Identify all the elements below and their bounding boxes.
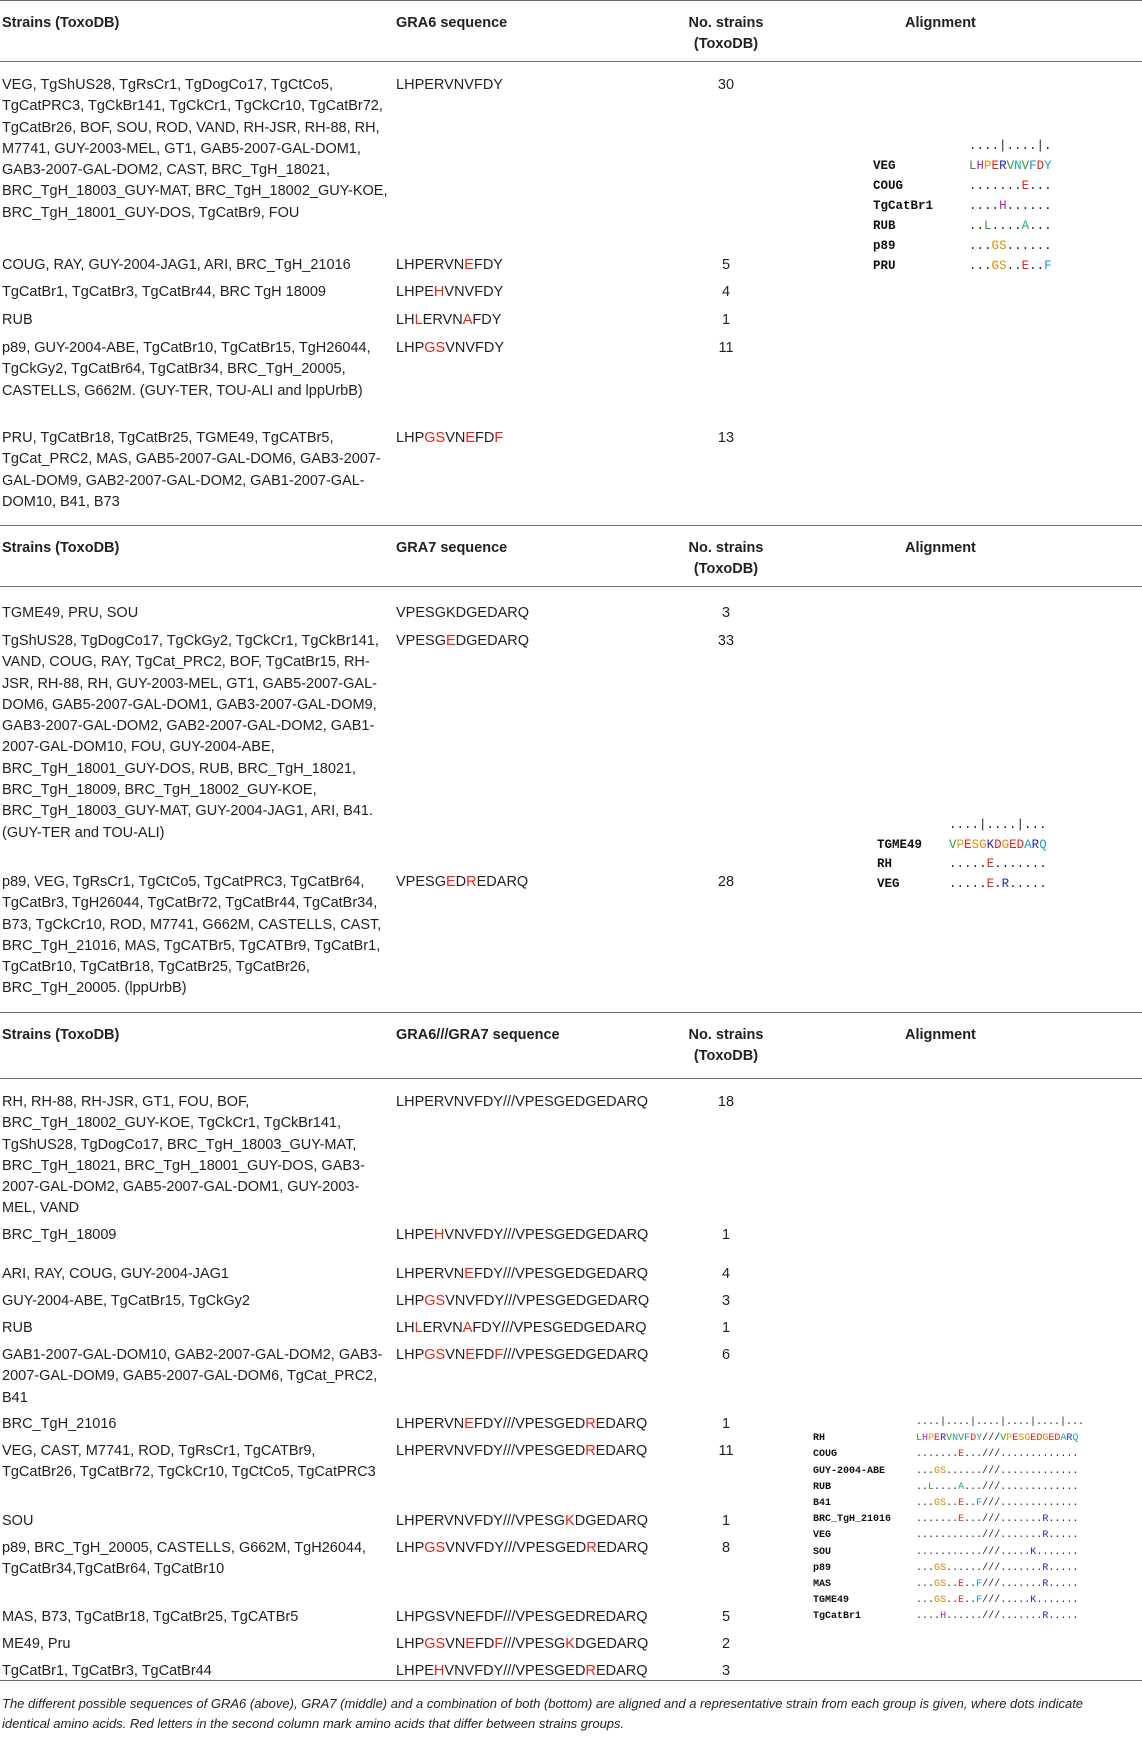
alignment-row bbox=[873, 196, 1052, 216]
alignment-row bbox=[873, 176, 1052, 196]
strain-list: TgCatBr1, TgCatBr3, TgCatBr44, BRC TgH 18009 bbox=[2, 284, 326, 300]
alignment-sequence: .......E... bbox=[969, 179, 1052, 193]
sequence-cell: LHPEHVNVFDY///VPESGEDGEDARQ bbox=[396, 1227, 649, 1243]
strain-list: COUG, RAY, GUY-2004-JAG1, ARI, BRC_TgH_21016 bbox=[2, 257, 351, 273]
strain-list: p89, VEG, TgRsCr1, TgCtCo5, TgCatPRC3, TgCatBr64, TgCatBr3, TgH26044, TgCatBr72, TgCatBr44, TgCatBr34, B73, TgCkCr10, ROD, M7741, G662M, CASTELLS, CAST, BRC_TgH_21016, MAS, TgCATBr5, TgCATBr9, TgCatBr1, TgCatBr10, TgCatBr18, TgCatBr25, TgCatBr26, BRC_TgH_20005. (lppUrbB) bbox=[2, 874, 382, 997]
header-count: No. strains (ToxoDB) bbox=[688, 15, 764, 52]
strain-list: PRU, TgCatBr18, TgCatBr25, TGME49, TgCATBr5, TgCat_PRC2, MAS, GAB5-2007-GAL-DOM6, GAB3-2007-GAL-DOM9, GAB2-2007-GAL-DOM2, GAB1-2007-GAL-DOM10, B41, B73 bbox=[2, 430, 381, 510]
strain-count: 3 bbox=[721, 1663, 731, 1679]
strain-count: 6 bbox=[721, 1347, 731, 1363]
sequence-cell: LHPERVNVFDY bbox=[396, 77, 503, 93]
sequence-cell: VPESGEDREDARQ bbox=[396, 874, 529, 890]
strain-list: VEG, TgShUS28, TgRsCr1, TgDogCo17, TgCtCo5, TgCatPRC3, TgCkBr141, TgCkCr1, TgCkCr10, TgCatBr72, TgCatBr26, BOF, SOU, ROD, VAND, RH-JSR, RH-88, RH, M7741, GUY-2003-MEL, GT1, GAB5-2007-GAL-DOM1, GAB3-2007-GAL-DOM2, CAST, BRC_TgH_18021, BRC_TgH_18003_GUY-MAT, BRC_TgH_18002_GUY-KOE, BRC_TgH_18001_GUY-DOS, TgCatBr9, FOU bbox=[2, 77, 388, 221]
sequence-cell: LHPGSVNEFDF///VPESGEDGEDARQ bbox=[396, 1347, 649, 1363]
sequence-cell: LHPERVNEFDY///VPESGEDREDARQ bbox=[396, 1416, 648, 1432]
alignment-strain-name: B41 bbox=[813, 1498, 832, 1510]
alignment-strain-name: GUY-2004-ABE bbox=[813, 1465, 886, 1477]
alignment-sequence: ...........///.......R..... bbox=[916, 1530, 1079, 1542]
sequence-cell: LHPGSVNVFDY///VPESGEDGEDARQ bbox=[396, 1293, 650, 1309]
alignment-strain-name: p89 bbox=[813, 1562, 832, 1574]
alignment-row bbox=[873, 216, 1052, 236]
alignment-strain-name: PRU bbox=[873, 259, 896, 273]
alignment-sequence: .....E....... bbox=[949, 857, 1047, 871]
header-count: No. strains (ToxoDB) bbox=[688, 540, 764, 577]
alignment-strain-name: MAS bbox=[813, 1579, 832, 1591]
strain-list: TgCatBr1, TgCatBr3, TgCatBr44 bbox=[2, 1663, 212, 1679]
sequence-cell: LHPGSVNVFDY///VPESGEDREDARQ bbox=[396, 1540, 649, 1556]
alignment-strain-name: RH bbox=[813, 1433, 826, 1445]
alignment-strain-name: TGME49 bbox=[877, 837, 923, 852]
alignment-row bbox=[813, 1528, 1084, 1544]
alignment-strain-name: RUB bbox=[873, 219, 896, 233]
sequence-cell: VPESGKDGEDARQ bbox=[396, 605, 529, 621]
strain-list: TGME49, PRU, SOU bbox=[2, 605, 139, 621]
alignment-sequence: ...GS...... bbox=[969, 239, 1052, 253]
strain-list: p89, GUY-2004-ABE, TgCatBr10, TgCatBr15, TgH26044, TgCkGy2, TgCatBr64, TgCatBr34, BRC_TgH_20005, CASTELLS, G662M. (GUY-TER, TOU-ALI and lppUrbB) bbox=[2, 340, 371, 399]
alignment-sequence: LHPERVNVFDY///VPESGEDGEDARQ bbox=[916, 1433, 1079, 1445]
alignment-row bbox=[877, 855, 1047, 875]
alignment-row bbox=[813, 1464, 1084, 1480]
alignment-sequence: LHPERVNVFDY bbox=[969, 159, 1052, 173]
alignment-sequence: ...GS......///.......R..... bbox=[916, 1562, 1079, 1574]
sequence-cell: LHPERVNEFDY///VPESGEDGEDARQ bbox=[396, 1266, 649, 1282]
alignment-sequence: ...GS..E..F///............. bbox=[916, 1498, 1079, 1510]
strain-count: 11 bbox=[718, 340, 734, 356]
alignment-strain-name: RUB bbox=[813, 1481, 832, 1493]
strain-count: 1 bbox=[721, 1416, 731, 1432]
combo-header-row bbox=[0, 1012, 1142, 1079]
strain-list: SOU bbox=[2, 1513, 34, 1529]
alignment-row bbox=[877, 836, 1047, 856]
alignment-sequence: ....H...... bbox=[969, 199, 1052, 213]
strain-list: TgShUS28, TgDogCo17, TgCkGy2, TgCkCr1, TgCkBr141, VAND, COUG, RAY, TgCat_PRC2, BOF, TgCatBr15, RH-JSR, RH-88, RH, GUY-2003-MEL, GT1, GAB5-2007-GAL-DOM6, GAB5-2007-GAL-DOM1, GAB3-2007-GAL-DOM9, GAB3-2007-GAL-DOM2, GAB2-2007-GAL-DOM2, GAB1-2007-GAL-DOM10, FOU, GUY-2004-ABE, BRC_TgH_18001_GUY-DOS, RUB, BRC_TgH_18021, BRC_TgH_18009, BRC_TgH_18002_GUY-KOE, BRC_TgH_18003_GUY-MAT, GUY-2004-JAG1, ARI, B41. (GUY-TER and TOU-ALI) bbox=[2, 633, 379, 841]
sequence-cell: LHPGSVNEFDF bbox=[396, 430, 504, 446]
strain-list: GAB1-2007-GAL-DOM10, GAB2-2007-GAL-DOM2, GAB3-2007-GAL-DOM9, GAB5-2007-GAL-DOM6, TgCat_PRC2, B41 bbox=[2, 1347, 383, 1406]
alignment-strain-name: BRC_TgH_21016 bbox=[813, 1514, 892, 1526]
alignment-strain-name: RH bbox=[877, 857, 893, 871]
strain-list: RUB bbox=[2, 1320, 33, 1336]
strain-list: VEG, CAST, M7741, ROD, TgRsCr1, TgCATBr9, TgCatBr26, TgCatBr72, TgCkCr10, TgCtCo5, TgCatPRC3 bbox=[2, 1443, 376, 1481]
alignment-strain-name: COUG bbox=[873, 179, 904, 193]
alignment-row bbox=[813, 1609, 1084, 1625]
alignment-row bbox=[873, 236, 1052, 256]
alignment-row bbox=[873, 256, 1052, 276]
alignment-row bbox=[813, 1447, 1084, 1463]
sequence-cell: LHPERVNVFDY///VPESGEDGEDARQ bbox=[396, 1094, 649, 1110]
sequence-cell: LHLERVNAFDY///VPESGEDGEDARQ bbox=[396, 1320, 647, 1336]
alignment-strain-name: TgCatBr1 bbox=[873, 199, 934, 213]
alignment-strain-name: VEG bbox=[813, 1530, 832, 1542]
strain-count: 28 bbox=[717, 874, 735, 890]
strain-count: 2 bbox=[721, 1636, 731, 1652]
combo-alignment-panel bbox=[813, 1415, 1084, 1626]
header-count: No. strains (ToxoDB) bbox=[688, 1027, 764, 1064]
alignment-sequence: ...GS..E..F///.....K....... bbox=[916, 1595, 1079, 1607]
alignment-sequence: ..L....A...///............. bbox=[916, 1481, 1079, 1493]
header-sequence: GRA6///GRA7 sequence bbox=[396, 1027, 560, 1043]
table-footnote: The different possible sequences of GRA6 (above), GRA7 (middle) and a combination of both (bottom) are aligned and a representative strain from each group is given, where dots indicate identical amino acids. Red letters in the second column mark amino acids that differ between strains groups. bbox=[2, 1696, 1084, 1731]
strain-count: 5 bbox=[721, 257, 731, 273]
gra7-alignment-panel bbox=[877, 816, 1047, 894]
alignment-strain-name: SOU bbox=[813, 1546, 832, 1558]
sequence-cell: LHPGSVNEFDF///VPESGKDGEDARQ bbox=[396, 1636, 649, 1652]
alignment-sequence: ...........///.....K....... bbox=[916, 1546, 1079, 1558]
alignment-ruler: ....|....|....|....|....|... bbox=[916, 1417, 1085, 1428]
sequence-cell: LHPERVNVFDY///VPESGEDREDARQ bbox=[396, 1443, 648, 1459]
alignment-strain-name: COUG bbox=[813, 1449, 838, 1461]
sequence-cell: LHPEHVNVFDY///VPESGEDREDARQ bbox=[396, 1663, 648, 1679]
alignment-row bbox=[813, 1496, 1084, 1512]
alignment-row bbox=[813, 1593, 1084, 1609]
alignment-row bbox=[813, 1561, 1084, 1577]
header-sequence: GRA7 sequence bbox=[396, 540, 508, 556]
strain-count: 1 bbox=[721, 1227, 731, 1243]
alignment-sequence: ...GS..E..F bbox=[969, 259, 1052, 273]
strain-list: BRC_TgH_21016 bbox=[2, 1416, 117, 1432]
alignment-row bbox=[813, 1545, 1084, 1561]
sequence-cell: LHPERVNVFDY///VPESGKDGEDARQ bbox=[396, 1513, 649, 1529]
sequence-cell: LHPERVNEFDY bbox=[396, 257, 503, 273]
header-strains: Strains (ToxoDB) bbox=[2, 15, 120, 31]
sequence-cell: LHLERVNAFDY bbox=[396, 312, 502, 328]
strain-list: MAS, B73, TgCatBr18, TgCatBr25, TgCATBr5 bbox=[2, 1609, 299, 1625]
alignment-strain-name: VEG bbox=[877, 876, 900, 891]
strain-count: 4 bbox=[721, 1266, 731, 1282]
strain-list: RH, RH-88, RH-JSR, GT1, FOU, BOF, BRC_TgH_18002_GUY-KOE, TgCkCr1, TgCkBr141, TgShUS28, TgDogCo17, BRC_TgH_18003_GUY-MAT, BRC_TgH_18021, BRC_TgH_18001_GUY-DOS, GAB3-2007-GAL-DOM2, GAB5-2007-GAL-DOM1, GUY-2003-MEL, VAND bbox=[2, 1094, 365, 1217]
gra6-alignment-panel bbox=[873, 136, 1052, 276]
alignment-strain-name: p89 bbox=[873, 239, 896, 253]
alignment-strain-name: TGME49 bbox=[813, 1595, 850, 1607]
alignment-row bbox=[873, 156, 1052, 176]
strain-count: 4 bbox=[721, 284, 731, 300]
strain-list: GUY-2004-ABE, TgCatBr15, TgCkGy2 bbox=[2, 1293, 250, 1309]
strain-count: 13 bbox=[717, 430, 735, 446]
gra7-header-row bbox=[0, 525, 1142, 587]
strain-count: 1 bbox=[721, 312, 731, 328]
alignment-ruler: ....|....|... bbox=[949, 818, 1047, 832]
header-alignment: Alignment bbox=[905, 540, 976, 556]
strain-list: ME49, Pru bbox=[2, 1636, 71, 1652]
alignment-strain-name: TgCatBr1 bbox=[813, 1611, 862, 1623]
alignment-sequence: ....H......///.......R..... bbox=[916, 1611, 1079, 1623]
strain-count: 33 bbox=[717, 633, 735, 649]
alignment-sequence: ..L....A... bbox=[969, 219, 1052, 233]
strain-count: 5 bbox=[721, 1609, 731, 1625]
table-bottom-rule bbox=[0, 1680, 1142, 1681]
strain-count: 3 bbox=[721, 1293, 731, 1309]
strain-list: RUB bbox=[2, 312, 33, 328]
strain-count: 3 bbox=[721, 605, 731, 621]
sequence-cell: LHPGSVNVFDY bbox=[396, 340, 505, 356]
alignment-row bbox=[813, 1577, 1084, 1593]
sequence-cell: LHPEHVNVFDY bbox=[396, 284, 504, 300]
strain-count: 11 bbox=[718, 1443, 734, 1459]
gra6-header-row bbox=[0, 0, 1142, 62]
header-alignment: Alignment bbox=[905, 15, 976, 31]
strain-count: 1 bbox=[721, 1320, 731, 1336]
alignment-sequence: VPESGKDGEDARQ bbox=[949, 837, 1047, 852]
alignment-sequence: ...GS..E..F///.......R..... bbox=[916, 1579, 1079, 1591]
alignment-row bbox=[813, 1480, 1084, 1496]
alignment-sequence: .....E.R..... bbox=[949, 876, 1047, 891]
alignment-sequence: ...GS......///............. bbox=[916, 1465, 1079, 1477]
strain-list: BRC_TgH_18009 bbox=[2, 1227, 117, 1243]
strain-count: 18 bbox=[717, 1094, 735, 1110]
sequence-cell: LHPGSVNEFDF///VPESGEDREDARQ bbox=[396, 1609, 648, 1625]
strain-list: ARI, RAY, COUG, GUY-2004-JAG1 bbox=[2, 1266, 229, 1282]
header-strains: Strains (ToxoDB) bbox=[2, 540, 120, 556]
alignment-sequence: .......E...///............. bbox=[916, 1449, 1079, 1461]
alignment-ruler: ....|....|. bbox=[969, 139, 1052, 153]
strain-count: 30 bbox=[717, 77, 735, 93]
header-sequence: GRA6 sequence bbox=[396, 15, 508, 31]
alignment-strain-name: VEG bbox=[873, 159, 896, 173]
header-strains: Strains (ToxoDB) bbox=[2, 1027, 120, 1043]
alignment-row bbox=[877, 875, 1047, 895]
sequence-cell: VPESGEDGEDARQ bbox=[396, 633, 529, 649]
alignment-sequence: .......E...///.......R..... bbox=[916, 1514, 1079, 1526]
alignment-row bbox=[813, 1512, 1084, 1528]
header-alignment: Alignment bbox=[905, 1027, 976, 1043]
strain-count: 8 bbox=[721, 1540, 731, 1556]
strain-count: 1 bbox=[721, 1513, 731, 1529]
strain-list: p89, BRC_TgH_20005, CASTELLS, G662M, TgH26044, TgCatBr34,TgCatBr64, TgCatBr10 bbox=[2, 1540, 367, 1578]
alignment-row bbox=[813, 1431, 1084, 1447]
